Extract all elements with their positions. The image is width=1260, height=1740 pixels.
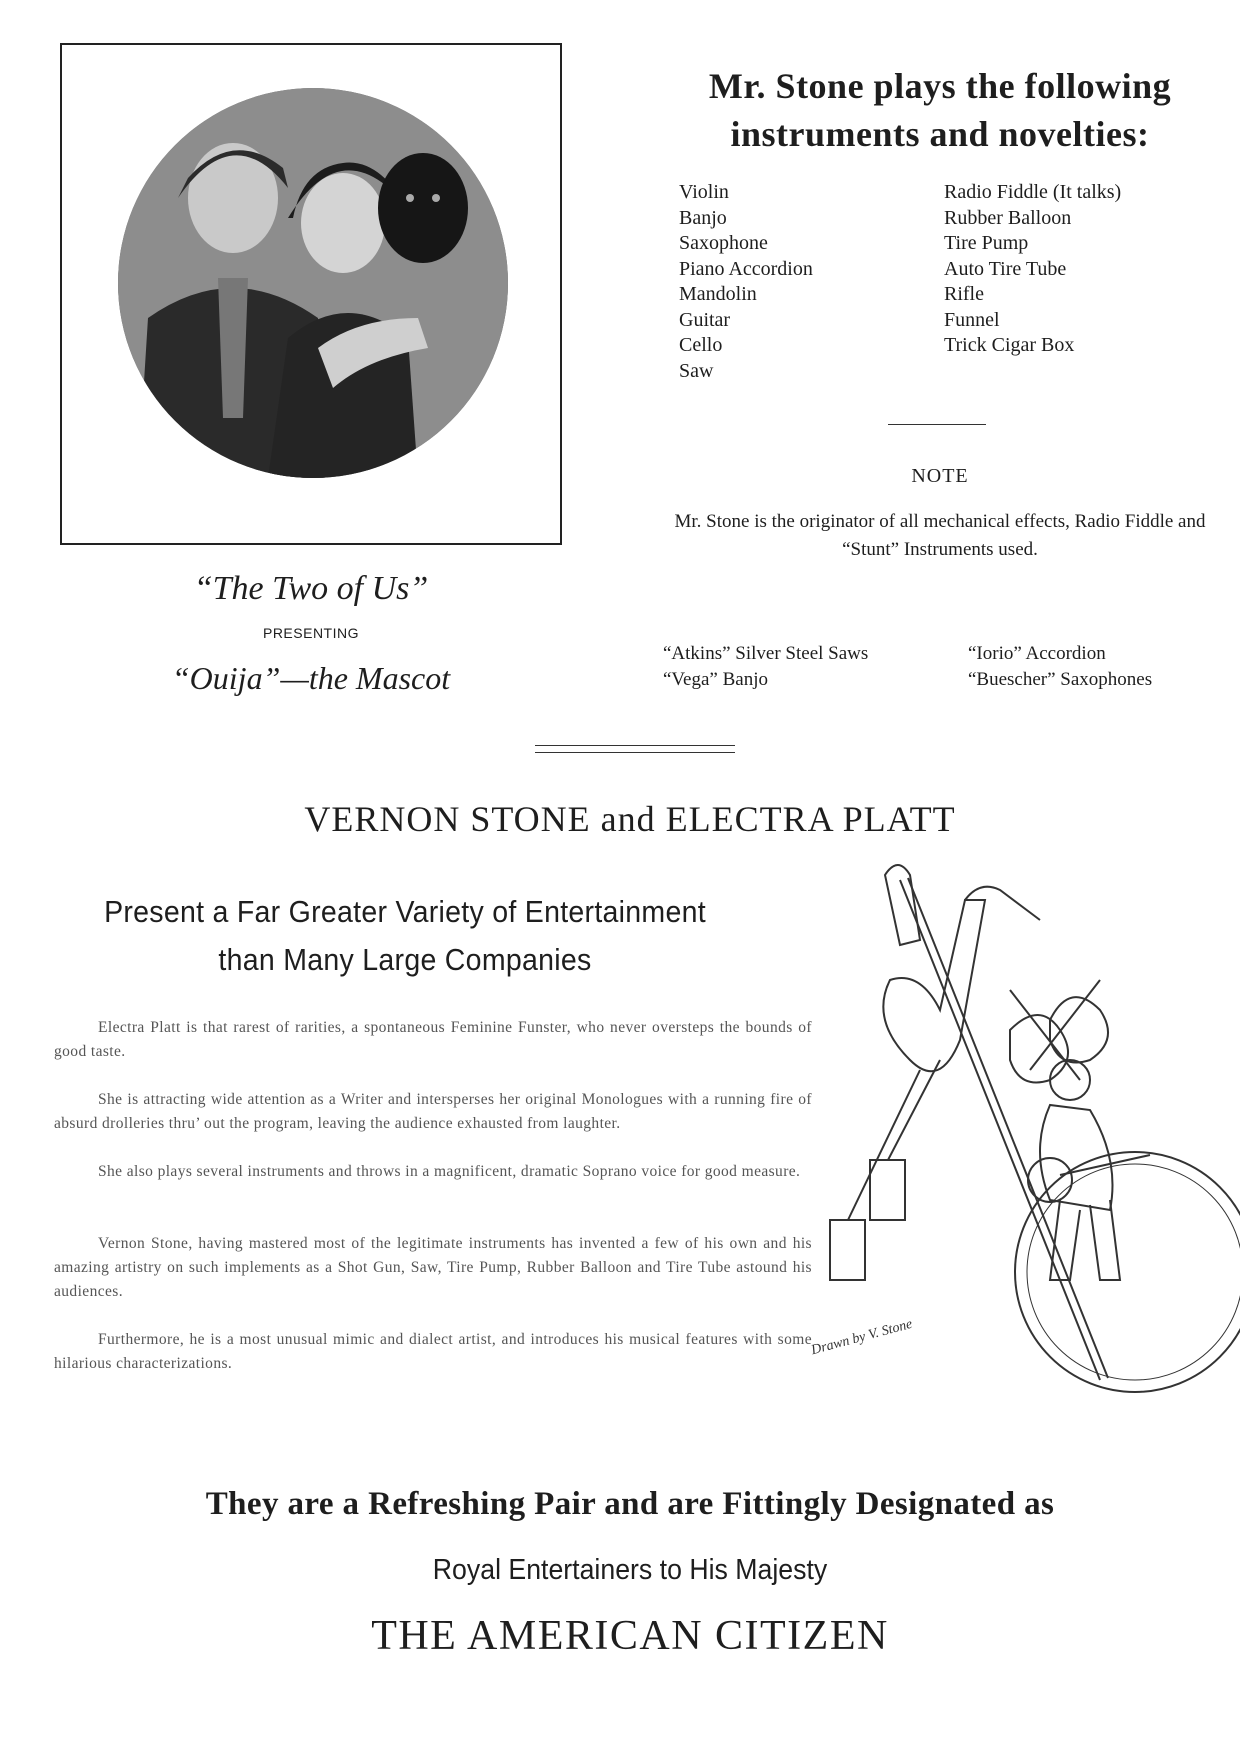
paragraph: Vernon Stone, having mastered most of the legitimate instruments has invented a few of his own and his amazing artistry on such implements as a Shot Gun, Saw, Tire Pump, Rubber Balloon and Tire Tube astound his audiences. [54, 1235, 812, 1300]
footer-line3: THE AMERICAN CITIZEN [371, 1613, 889, 1659]
instruments-list-right [944, 180, 1121, 359]
main-subtitle-line1: Present a Far Greater Variety of Entertainment [104, 894, 706, 929]
note-text: Mr. Stone is the originator of all mechanical effects, Radio Fiddle and “Stunt” Instruments used. [674, 511, 1206, 560]
illustration-signature: Drawn by V. Stone [809, 1316, 915, 1359]
brands-left [663, 641, 868, 693]
paragraph: Furthermore, he is a most unusual mimic and dialect artist, and introduces his musical features with some hilarious characterizations. [54, 1331, 812, 1372]
double-divider-bottom [535, 752, 735, 753]
note-title: NOTE [911, 465, 969, 487]
instrument-item: Rubber Balloon [944, 206, 1072, 229]
brand-item: “Buescher” Saxophones [968, 669, 1153, 690]
instruments-heading-line1: Mr. Stone plays the following [708, 66, 1172, 106]
instruments-illustration [780, 860, 1240, 1420]
footer-line2: Royal Entertainers to His Majesty [432, 1554, 828, 1586]
instrument-item: Mandolin [679, 283, 757, 305]
instruments-heading-line2: instruments and novelties: [730, 114, 1150, 154]
brand-item: “Atkins” Silver Steel Saws [663, 643, 869, 664]
photo-caption-mascot: “Ouija”—the Mascot [171, 660, 451, 696]
instruments-heading [640, 62, 1240, 158]
footer-line1: They are a Refreshing Pair and are Fittingly Designated as [205, 1486, 1055, 1522]
brand-item: “Iorio” Accordion [968, 643, 1106, 664]
instrument-item: Auto Tire Tube [944, 257, 1067, 280]
main-subtitle [69, 888, 741, 984]
instrument-item: Tire Pump [944, 232, 1029, 254]
instruments-list-left [679, 180, 813, 384]
instrument-item: Trick Cigar Box [944, 334, 1075, 356]
instrument-item: Piano Accordion [679, 257, 813, 280]
instrument-item: Guitar [679, 308, 731, 331]
portrait-illustration [118, 88, 508, 478]
portrait-photo [118, 88, 508, 478]
paragraph: Electra Platt is that rarest of rarities, a spontaneous Feminine Funster, who never oversteps the bounds of good taste. [54, 1019, 812, 1060]
body-text [54, 1016, 812, 1400]
instrument-item: Saxophone [679, 232, 768, 254]
paragraph: She is attracting wide attention as a Writer and intersperses her original Monologues with a running fire of absurd drolleries thru’ out the program, leaving the audience exhausted from laughter. [54, 1091, 812, 1132]
photo-caption-presenting: PRESENTING [262, 625, 359, 641]
instrument-item: Banjo [679, 206, 727, 229]
instrument-item: Saw [679, 359, 714, 382]
photo-frame [60, 43, 562, 545]
instrument-item: Radio Fiddle (It talks) [944, 181, 1122, 203]
instrument-item: Funnel [944, 308, 1000, 331]
brand-item: “Vega” Banjo [663, 669, 768, 690]
divider [888, 424, 986, 425]
photo-caption-title: “The Two of Us” [193, 570, 429, 607]
paragraph: She also plays several instruments and throws in a magnificent, dramatic Soprano voice for good measure. [98, 1163, 801, 1180]
double-divider-top [535, 745, 735, 746]
instrument-item: Cello [679, 334, 723, 356]
instrument-item: Rifle [944, 283, 984, 305]
brands-right [968, 641, 1152, 693]
main-subtitle-line2: than Many Large Companies [218, 942, 592, 977]
instrument-item: Violin [679, 181, 729, 203]
main-title: VERNON STONE and ELECTRA PLATT [304, 799, 956, 839]
